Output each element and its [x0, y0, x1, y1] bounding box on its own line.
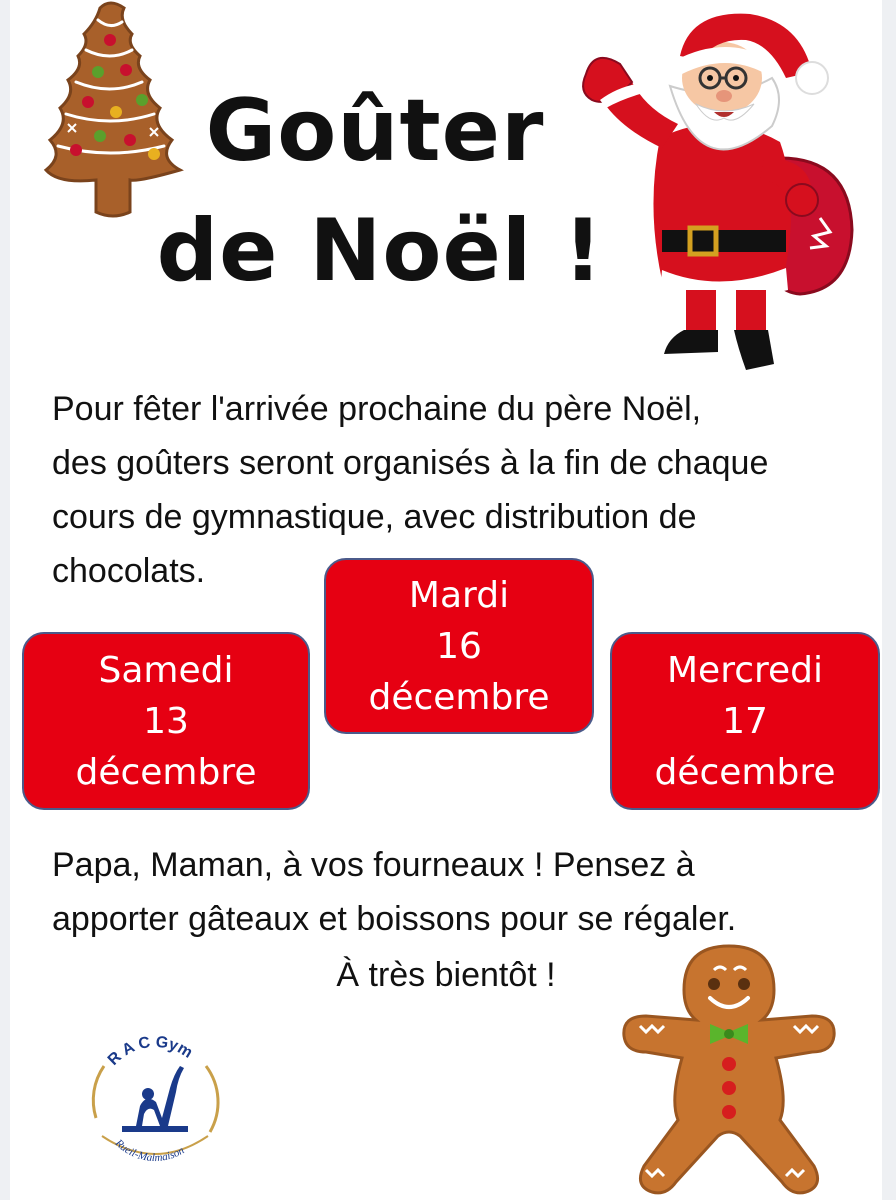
logo-bottom-text: Rueil-Malmaison — [112, 1137, 187, 1165]
rac-gym-logo — [80, 1022, 230, 1172]
closing-line: Papa, Maman, à vos fourneaux ! Pensez à — [52, 846, 695, 884]
date-month: décembre — [368, 676, 550, 718]
date-box-mardi — [324, 558, 594, 734]
intro-line: chocolats. — [52, 552, 206, 590]
title-line-2: de Noël ! — [156, 201, 604, 301]
santa-claus-icon — [550, 8, 870, 372]
date-month: décembre — [654, 751, 836, 793]
logo-top-text: R A C Gym — [104, 1033, 196, 1069]
date-box-samedi — [22, 632, 310, 810]
date-day: Samedi — [98, 649, 234, 691]
intro-line: Pour fêter l'arrivée prochaine du père Noël, — [52, 390, 702, 428]
gymnast-icon — [122, 1066, 188, 1132]
date-number: 17 — [722, 700, 768, 742]
closing-line: apporter gâteaux et boissons pour se régaler. — [52, 900, 737, 938]
closing-paragraph — [52, 838, 852, 946]
date-box-mercredi — [610, 632, 880, 810]
svg-text:R A C Gym — [105, 1034, 195, 1069]
svg-text:Rueil-Malmaison — [112, 1136, 187, 1164]
date-day: Mardi — [408, 574, 510, 616]
gingerbread-man-icon — [616, 940, 842, 1198]
intro-line: cours de gymnastique, avec distribution de — [52, 498, 697, 536]
date-number: 13 — [143, 700, 189, 742]
intro-line: des goûters seront organisés à la fin de chaque — [52, 444, 769, 482]
flyer-page — [10, 0, 882, 1200]
signoff: À très bientôt ! — [336, 956, 556, 994]
title-line-1: Goûter — [205, 81, 545, 181]
date-number: 16 — [436, 625, 482, 667]
date-month: décembre — [75, 751, 257, 793]
date-day: Mercredi — [666, 649, 824, 691]
